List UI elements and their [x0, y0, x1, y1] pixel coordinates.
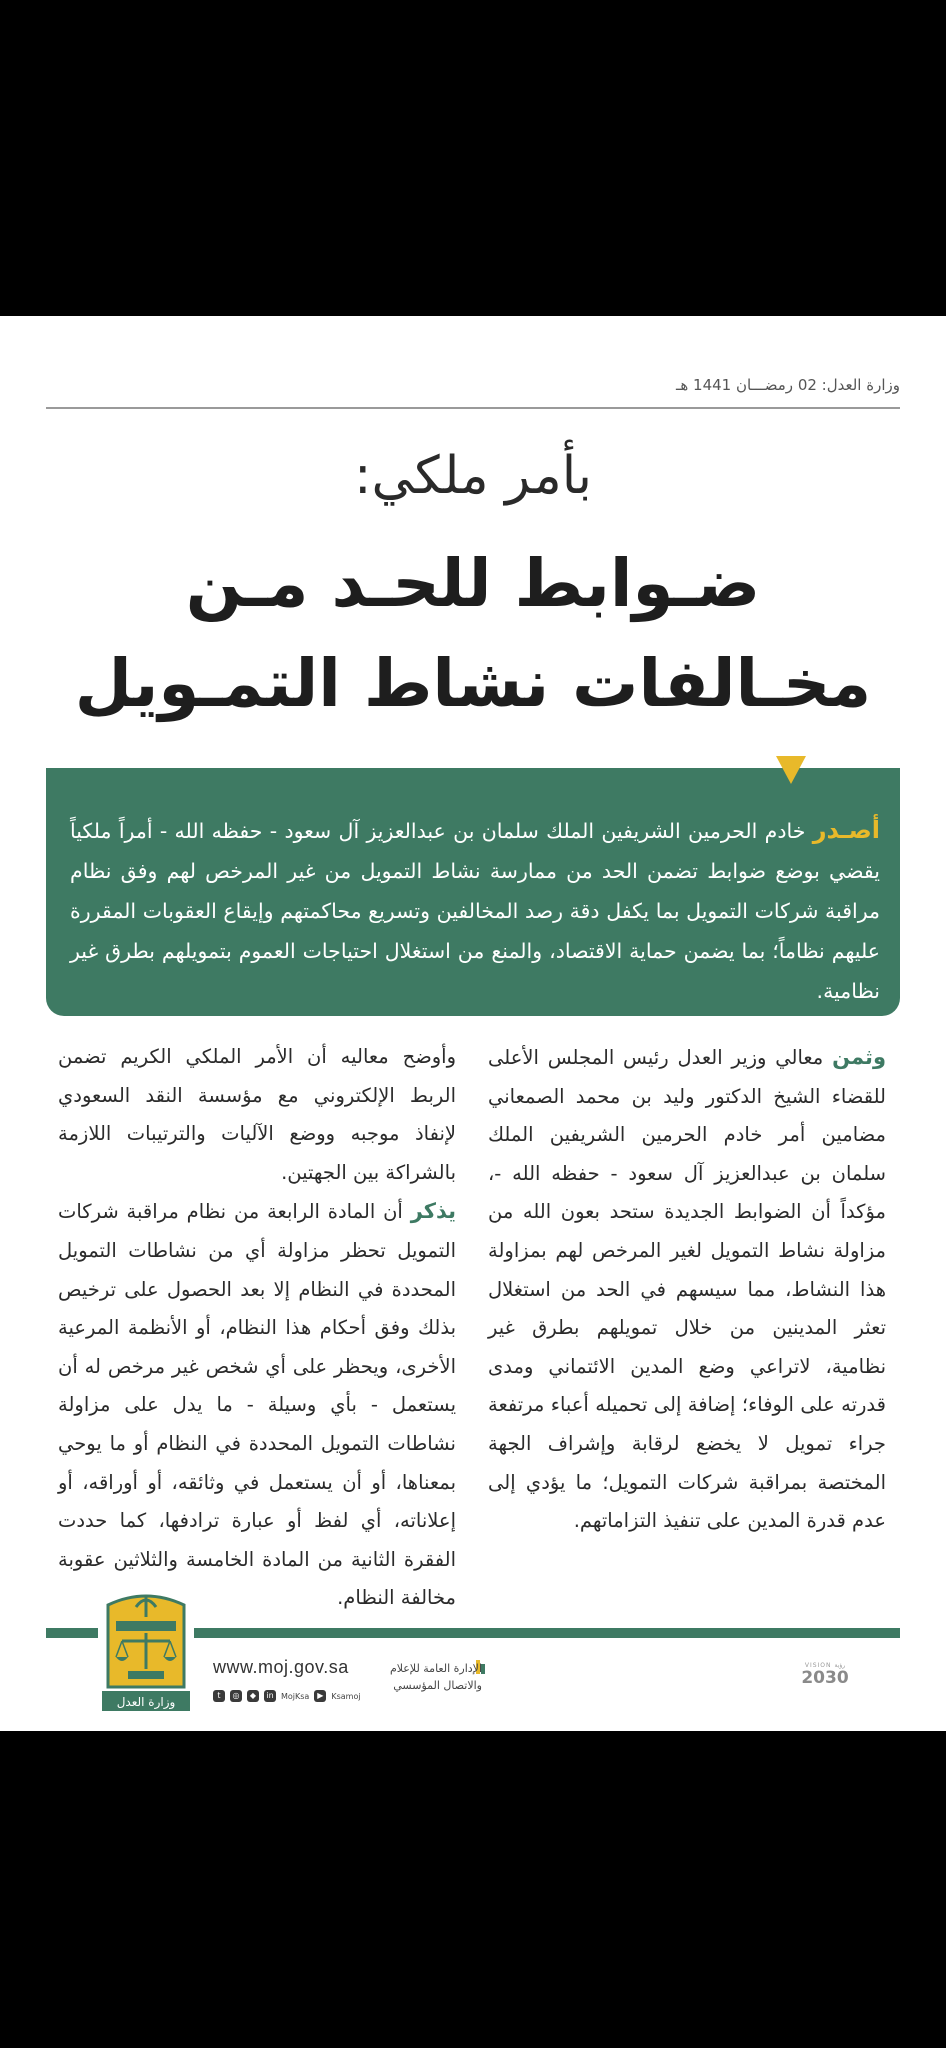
twitter-icon[interactable]: t: [213, 1690, 225, 1702]
youtube-icon[interactable]: ▶: [314, 1690, 326, 1702]
social-handle-1: MojKsa: [281, 1691, 310, 1701]
media-department: [376, 1660, 482, 1694]
linkedin-icon[interactable]: in: [264, 1690, 276, 1702]
logo-text: وزارة العدل: [116, 1695, 176, 1709]
article-column-right: [488, 1038, 886, 1541]
social-links: [213, 1689, 361, 1703]
dept-line-1: الإدارة العامة للإعلام: [389, 1662, 482, 1675]
left-column-para-1: وأوضح معاليه أن الأمر الملكي الكريم تضمن الربط الإلكتروني مع مؤسسة النقد السعودي لإنفاذ موجبه ووضع الآليات والترتيبات اللازمة بالشراكة بين الجهتين.: [58, 1045, 456, 1184]
vision-year: 2030: [801, 1668, 849, 1688]
source-date-line: وزارة العدل: 02 رمضـــان 1441 هـ: [675, 376, 900, 394]
headline-line-2: مخـالفات نشاط التمـويل: [74, 645, 872, 722]
article-column-left: [58, 1038, 456, 1618]
left-lead-word: يذكر: [410, 1199, 456, 1224]
vision-2030-logo: [794, 1662, 856, 1702]
website-link[interactable]: www.moj.gov.sa: [213, 1657, 349, 1677]
right-column-text: معالي وزير العدل رئيس المجلس الأعلى للقضاء الشيخ الدكتور وليد بن محمد الصمعاني مضامين أمر خادم الحرمين الشريفين الملك سلمان بن عبدالعزيز آل سعود - حفظه الله -، مؤكداً أن الضوابط الجديدة ستحد بعون الله من مزاولة نشاط التمويل لغير المرخص لهم بمزاولة هذا النشاط، مما سيسهم في الحد من استغلال تعثر المدينين من خلال تمويلهم بطرق غير نظامية، لاتراعي وضع المدين الائتماني ومدى قدرته على الوفاء؛ إضافة إلى تحميله أعباء مرتفعة جراء تمويل لا يخضع لرقابة وإشراف الجهة المختصة بمراقبة شركات التمويل؛ ما يؤدي إلى عدم قدرة المدين على تنفيذ التزاماتهم.: [488, 1046, 886, 1533]
left-column-para-2: أن المادة الرابعة من نظام مراقبة شركات التمويل تحظر مزاولة أي من نشاطات التمويل المحددة في النظام إلا بعد الحصول على ترخيص بذلك وفق أحكام هذا النظام، أو الأنظمة المرعية الأخرى، ويحظر على أي شخص غير مرخص له أن يستعمل - بأي وسيلة - ما يدل على مزاولة نشاطات التمويل المحددة في النظام أو ما يوحي بمعناها، أو أن يستعمل في وثائقه، أو أوراقه، أو إعلاناته، أي لفظ أو عبارة ترادفها، كما حددت الفقرة الثانية من المادة الخامسة والثلاثين عقوبة مخالفة النظام.: [58, 1200, 456, 1610]
intro-lead-word: أصـدر: [812, 816, 880, 844]
intro-text: خادم الحرمين الشريفين الملك سلمان بن عبدالعزيز آل سعود - حفظه الله - أمراً ملكياً يقضي بوضع ضوابط تضمن الحد من ممارسة نشاط التمويل من غير المرخص لهم وفق نظام مراقبة شركات التمويل بما يكفل دقة رصد المخالفين وتسريع محاكمتهم وإيقاع العقوبات المقررة عليهم نظاماً؛ بما يضمن حماية الاقتصاد، والمنع من استغلال احتياجات العموم بتمويلهم بطرق غير نظامية.: [70, 819, 880, 1003]
social-handle-2: Ksamoj: [331, 1691, 361, 1701]
intro-paragraph: [70, 810, 880, 1011]
vision-label: VISION رؤية: [804, 1662, 846, 1669]
ministry-of-justice-logo: [98, 1587, 194, 1715]
right-lead-word: وثمن: [832, 1045, 886, 1069]
instagram-icon[interactable]: ◎: [230, 1690, 242, 1702]
dept-line-2: والاتصال المؤسسي: [393, 1679, 482, 1692]
header-divider: [46, 407, 900, 409]
headline-line-1: ضـوابط للحـد مـن: [185, 545, 761, 622]
title-kicker: بأمر ملكي:: [353, 446, 593, 506]
article-page: [0, 316, 946, 1731]
triangle-marker-icon: [776, 756, 806, 786]
snapchat-icon[interactable]: ◆: [247, 1690, 259, 1702]
